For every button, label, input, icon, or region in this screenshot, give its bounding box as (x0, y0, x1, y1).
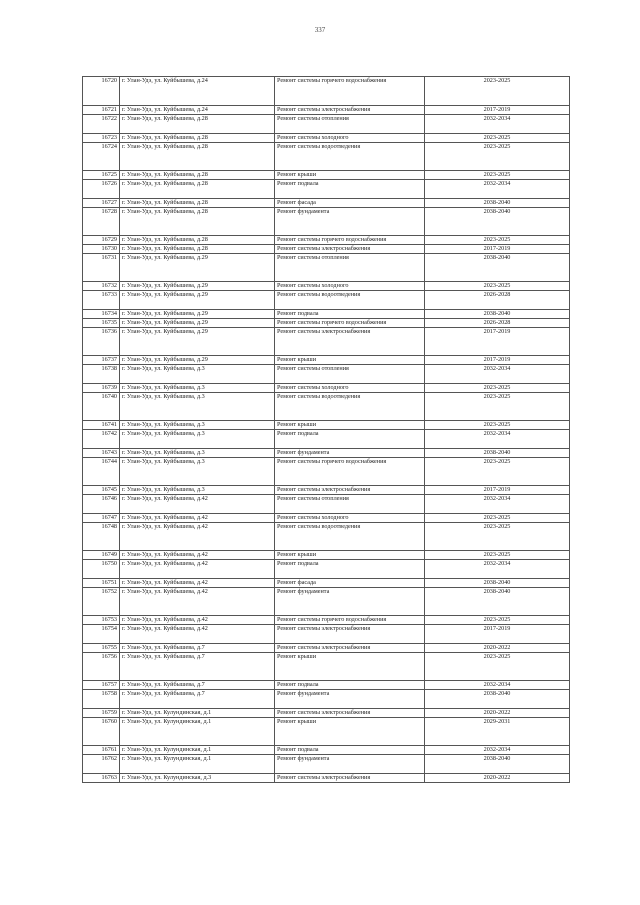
work-type-cell: Ремонт системы холодного (275, 384, 425, 393)
work-type-cell: Ремонт крыши (275, 356, 425, 365)
row-number: 16728 (83, 208, 120, 236)
row-number: 16762 (83, 755, 120, 774)
work-type-cell: Ремонт фасада (275, 579, 425, 588)
row-number: 16744 (83, 458, 120, 486)
table-row (83, 356, 570, 365)
work-type-cell: Ремонт системы электроснабжения (275, 774, 425, 783)
years-cell: 2032-2034 (425, 430, 570, 449)
years-cell: 2023-2025 (425, 143, 570, 171)
row-number: 16761 (83, 746, 120, 755)
row-number: 16721 (83, 106, 120, 115)
address-cell: г. Улан-Удэ, ул. Кулундинская, д.1 (120, 709, 275, 718)
work-type-cell: Ремонт системы электроснабжения (275, 486, 425, 495)
row-number: 16723 (83, 134, 120, 143)
address-cell: г. Улан-Удэ, ул. Куйбышева, д.42 (120, 616, 275, 625)
row-number: 16720 (83, 77, 120, 106)
years-cell: 2038-2040 (425, 690, 570, 709)
row-number: 16734 (83, 310, 120, 319)
table-row (83, 328, 570, 356)
row-number: 16724 (83, 143, 120, 171)
work-type-cell: Ремонт системы холодного (275, 514, 425, 523)
table-row (83, 245, 570, 254)
table-row (83, 588, 570, 616)
work-type-cell: Ремонт системы отопления (275, 254, 425, 282)
table-row (83, 236, 570, 245)
work-type-cell: Ремонт системы горячего водоснабжения (275, 319, 425, 328)
work-type-cell: Ремонт фундамента (275, 690, 425, 709)
table-row (83, 449, 570, 458)
address-cell: г. Улан-Удэ, ул. Куйбышева, д.42 (120, 514, 275, 523)
years-cell: 2038-2040 (425, 310, 570, 319)
years-cell: 2017-2019 (425, 486, 570, 495)
table-row (83, 495, 570, 514)
work-type-cell: Ремонт фундамента (275, 588, 425, 616)
address-cell: г. Улан-Удэ, ул. Куйбышева, д.7 (120, 681, 275, 690)
years-cell: 2017-2019 (425, 356, 570, 365)
address-cell: г. Улан-Удэ, ул. Кулундинская, д.3 (120, 774, 275, 783)
work-type-cell: Ремонт системы холодного (275, 134, 425, 143)
table-row (83, 718, 570, 746)
address-cell: г. Улан-Удэ, ул. Куйбышева, д.3 (120, 486, 275, 495)
address-cell: г. Улан-Удэ, ул. Куйбышева, д.28 (120, 180, 275, 199)
page-number: 337 (314, 26, 326, 34)
work-type-cell: Ремонт подвала (275, 746, 425, 755)
table-row (83, 291, 570, 310)
work-type-cell: Ремонт системы горячего водоснабжения (275, 458, 425, 486)
address-cell: г. Улан-Удэ, ул. Куйбышева, д.29 (120, 319, 275, 328)
address-cell: г. Улан-Удэ, ул. Куйбышева, д.3 (120, 458, 275, 486)
years-cell: 2020-2022 (425, 644, 570, 653)
row-number: 16752 (83, 588, 120, 616)
row-number: 16751 (83, 579, 120, 588)
table-row (83, 514, 570, 523)
table-row (83, 171, 570, 180)
work-type-cell: Ремонт системы электроснабжения (275, 328, 425, 356)
address-cell: г. Улан-Удэ, ул. Куйбышева, д.7 (120, 653, 275, 681)
work-type-cell: Ремонт фасада (275, 199, 425, 208)
address-cell: г. Улан-Удэ, ул. Куйбышева, д.29 (120, 310, 275, 319)
row-number: 16755 (83, 644, 120, 653)
row-number: 16725 (83, 171, 120, 180)
address-cell: г. Улан-Удэ, ул. Куйбышева, д.3 (120, 384, 275, 393)
address-cell: г. Улан-Удэ, ул. Куйбышева, д.7 (120, 690, 275, 709)
years-cell: 2032-2034 (425, 681, 570, 690)
work-type-cell: Ремонт крыши (275, 718, 425, 746)
address-cell: г. Улан-Удэ, ул. Куйбышева, д.7 (120, 644, 275, 653)
address-cell: г. Улан-Удэ, ул. Куйбышева, д.29 (120, 356, 275, 365)
years-cell: 2023-2025 (425, 551, 570, 560)
years-cell: 2026-2028 (425, 291, 570, 310)
address-cell: г. Улан-Удэ, ул. Куйбышева, д.24 (120, 77, 275, 106)
years-cell: 2029-2031 (425, 718, 570, 746)
years-cell: 2023-2025 (425, 384, 570, 393)
years-cell: 2020-2022 (425, 709, 570, 718)
work-type-cell: Ремонт фундамента (275, 449, 425, 458)
address-cell: г. Улан-Удэ, ул. Куйбышева, д.29 (120, 328, 275, 356)
address-cell: г. Улан-Удэ, ул. Куйбышева, д.42 (120, 560, 275, 579)
work-type-cell: Ремонт системы водоотведения (275, 291, 425, 310)
years-cell: 2038-2040 (425, 449, 570, 458)
work-type-cell: Ремонт крыши (275, 653, 425, 681)
table-row (83, 365, 570, 384)
row-number: 16754 (83, 625, 120, 644)
table-body (83, 77, 570, 783)
row-number: 16748 (83, 523, 120, 551)
work-type-cell: Ремонт системы горячего водоснабжения (275, 77, 425, 106)
row-number: 16729 (83, 236, 120, 245)
table-row (83, 625, 570, 644)
years-cell: 2017-2019 (425, 106, 570, 115)
work-type-cell: Ремонт подвала (275, 180, 425, 199)
years-cell: 2023-2025 (425, 523, 570, 551)
address-cell: г. Улан-Удэ, ул. Куйбышева, д.3 (120, 449, 275, 458)
work-type-cell: Ремонт крыши (275, 421, 425, 430)
address-cell: г. Улан-Удэ, ул. Кулундинская, д.1 (120, 755, 275, 774)
work-type-cell: Ремонт подвала (275, 310, 425, 319)
row-number: 16736 (83, 328, 120, 356)
years-cell: 2038-2040 (425, 579, 570, 588)
address-cell: г. Улан-Удэ, ул. Кулундинская, д.1 (120, 718, 275, 746)
repair-schedule-table (82, 76, 570, 783)
years-cell: 2023-2025 (425, 616, 570, 625)
address-cell: г. Улан-Удэ, ул. Куйбышева, д.3 (120, 365, 275, 384)
address-cell: г. Улан-Удэ, ул. Кулундинская, д.1 (120, 746, 275, 755)
work-type-cell: Ремонт фундамента (275, 208, 425, 236)
address-cell: г. Улан-Удэ, ул. Куйбышева, д.29 (120, 291, 275, 310)
table-row (83, 421, 570, 430)
years-cell: 2032-2034 (425, 365, 570, 384)
years-cell: 2023-2025 (425, 282, 570, 291)
years-cell: 2017-2019 (425, 328, 570, 356)
years-cell: 2038-2040 (425, 588, 570, 616)
years-cell: 2023-2025 (425, 236, 570, 245)
row-number: 16740 (83, 393, 120, 421)
work-type-cell: Ремонт системы отопления (275, 365, 425, 384)
address-cell: г. Улан-Удэ, ул. Куйбышева, д.24 (120, 106, 275, 115)
years-cell: 2023-2025 (425, 653, 570, 681)
years-cell: 2032-2034 (425, 560, 570, 579)
table-row (83, 755, 570, 774)
years-cell: 2023-2025 (425, 393, 570, 421)
row-number: 16735 (83, 319, 120, 328)
table-row (83, 690, 570, 709)
address-cell: г. Улан-Удэ, ул. Куйбышева, д.3 (120, 430, 275, 449)
table-row (83, 393, 570, 421)
address-cell: г. Улан-Удэ, ул. Куйбышева, д.28 (120, 171, 275, 180)
address-cell: г. Улан-Удэ, ул. Куйбышева, д.28 (120, 208, 275, 236)
work-type-cell: Ремонт системы электроснабжения (275, 625, 425, 644)
row-number: 16730 (83, 245, 120, 254)
address-cell: г. Улан-Удэ, ул. Куйбышева, д.28 (120, 115, 275, 134)
address-cell: г. Улан-Удэ, ул. Куйбышева, д.28 (120, 199, 275, 208)
table-row (83, 180, 570, 199)
address-cell: г. Улан-Удэ, ул. Куйбышева, д.42 (120, 588, 275, 616)
work-type-cell: Ремонт системы горячего водоснабжения (275, 616, 425, 625)
table-row (83, 282, 570, 291)
address-cell: г. Улан-Удэ, ул. Куйбышева, д.28 (120, 245, 275, 254)
years-cell: 2023-2025 (425, 171, 570, 180)
table-row (83, 774, 570, 783)
work-type-cell: Ремонт системы горячего водоснабжения (275, 236, 425, 245)
row-number: 16731 (83, 254, 120, 282)
years-cell: 2038-2040 (425, 755, 570, 774)
table-row (83, 560, 570, 579)
table-row (83, 616, 570, 625)
years-cell: 2023-2025 (425, 514, 570, 523)
row-number: 16746 (83, 495, 120, 514)
work-type-cell: Ремонт системы водоотведения (275, 523, 425, 551)
years-cell: 2038-2040 (425, 254, 570, 282)
row-number: 16745 (83, 486, 120, 495)
table-row (83, 430, 570, 449)
row-number: 16741 (83, 421, 120, 430)
row-number: 16757 (83, 681, 120, 690)
years-cell: 2023-2025 (425, 77, 570, 106)
row-number: 16732 (83, 282, 120, 291)
table-row (83, 551, 570, 560)
years-cell: 2017-2019 (425, 245, 570, 254)
row-number: 16727 (83, 199, 120, 208)
table-row (83, 134, 570, 143)
row-number: 16760 (83, 718, 120, 746)
work-type-cell: Ремонт системы отопления (275, 115, 425, 134)
address-cell: г. Улан-Удэ, ул. Куйбышева, д.42 (120, 579, 275, 588)
table-row (83, 106, 570, 115)
table-row (83, 199, 570, 208)
years-cell: 2038-2040 (425, 208, 570, 236)
table-row (83, 458, 570, 486)
work-type-cell: Ремонт системы электроснабжения (275, 644, 425, 653)
address-cell: г. Улан-Удэ, ул. Куйбышева, д.42 (120, 495, 275, 514)
address-cell: г. Улан-Удэ, ул. Куйбышева, д.3 (120, 393, 275, 421)
row-number: 16737 (83, 356, 120, 365)
row-number: 16738 (83, 365, 120, 384)
row-number: 16726 (83, 180, 120, 199)
work-type-cell: Ремонт системы водоотведения (275, 393, 425, 421)
work-type-cell: Ремонт подвала (275, 430, 425, 449)
row-number: 16739 (83, 384, 120, 393)
years-cell: 2032-2034 (425, 746, 570, 755)
row-number: 16758 (83, 690, 120, 709)
table-row (83, 653, 570, 681)
row-number: 16756 (83, 653, 120, 681)
work-type-cell: Ремонт фундамента (275, 755, 425, 774)
table-row (83, 115, 570, 134)
table-row (83, 523, 570, 551)
row-number: 16747 (83, 514, 120, 523)
table-row (83, 579, 570, 588)
address-cell: г. Улан-Удэ, ул. Куйбышева, д.29 (120, 282, 275, 291)
table-row (83, 681, 570, 690)
table-row (83, 208, 570, 236)
table-row (83, 746, 570, 755)
table-row (83, 384, 570, 393)
address-cell: г. Улан-Удэ, ул. Куйбышева, д.3 (120, 421, 275, 430)
row-number: 16750 (83, 560, 120, 579)
table-row (83, 319, 570, 328)
work-type-cell: Ремонт подвала (275, 560, 425, 579)
table-row (83, 709, 570, 718)
address-cell: г. Улан-Удэ, ул. Куйбышева, д.28 (120, 143, 275, 171)
row-number: 16733 (83, 291, 120, 310)
years-cell: 2017-2019 (425, 625, 570, 644)
years-cell: 2023-2025 (425, 458, 570, 486)
years-cell: 2023-2025 (425, 421, 570, 430)
row-number: 16759 (83, 709, 120, 718)
address-cell: г. Улан-Удэ, ул. Куйбышева, д.42 (120, 625, 275, 644)
table-row (83, 644, 570, 653)
years-cell: 2032-2034 (425, 180, 570, 199)
work-type-cell: Ремонт системы электроснабжения (275, 709, 425, 718)
years-cell: 2032-2034 (425, 115, 570, 134)
work-type-cell: Ремонт системы электроснабжения (275, 245, 425, 254)
years-cell: 2023-2025 (425, 134, 570, 143)
years-cell: 2020-2022 (425, 774, 570, 783)
table-row (83, 486, 570, 495)
address-cell: г. Улан-Удэ, ул. Куйбышева, д.29 (120, 254, 275, 282)
years-cell: 2038-2040 (425, 199, 570, 208)
work-type-cell: Ремонт крыши (275, 171, 425, 180)
address-cell: г. Улан-Удэ, ул. Куйбышева, д.42 (120, 551, 275, 560)
years-cell: 2026-2028 (425, 319, 570, 328)
row-number: 16763 (83, 774, 120, 783)
work-type-cell: Ремонт системы электроснабжения (275, 106, 425, 115)
row-number: 16742 (83, 430, 120, 449)
row-number: 16753 (83, 616, 120, 625)
table-row (83, 254, 570, 282)
years-cell: 2032-2034 (425, 495, 570, 514)
address-cell: г. Улан-Удэ, ул. Куйбышева, д.28 (120, 236, 275, 245)
work-type-cell: Ремонт системы отопления (275, 495, 425, 514)
work-type-cell: Ремонт системы водоотведения (275, 143, 425, 171)
address-cell: г. Улан-Удэ, ул. Куйбышева, д.28 (120, 134, 275, 143)
address-cell: г. Улан-Удэ, ул. Куйбышева, д.42 (120, 523, 275, 551)
table-row (83, 77, 570, 106)
row-number: 16749 (83, 551, 120, 560)
row-number: 16743 (83, 449, 120, 458)
row-number: 16722 (83, 115, 120, 134)
work-type-cell: Ремонт системы холодного (275, 282, 425, 291)
work-type-cell: Ремонт крыши (275, 551, 425, 560)
table-row (83, 310, 570, 319)
table-row (83, 143, 570, 171)
work-type-cell: Ремонт подвала (275, 681, 425, 690)
